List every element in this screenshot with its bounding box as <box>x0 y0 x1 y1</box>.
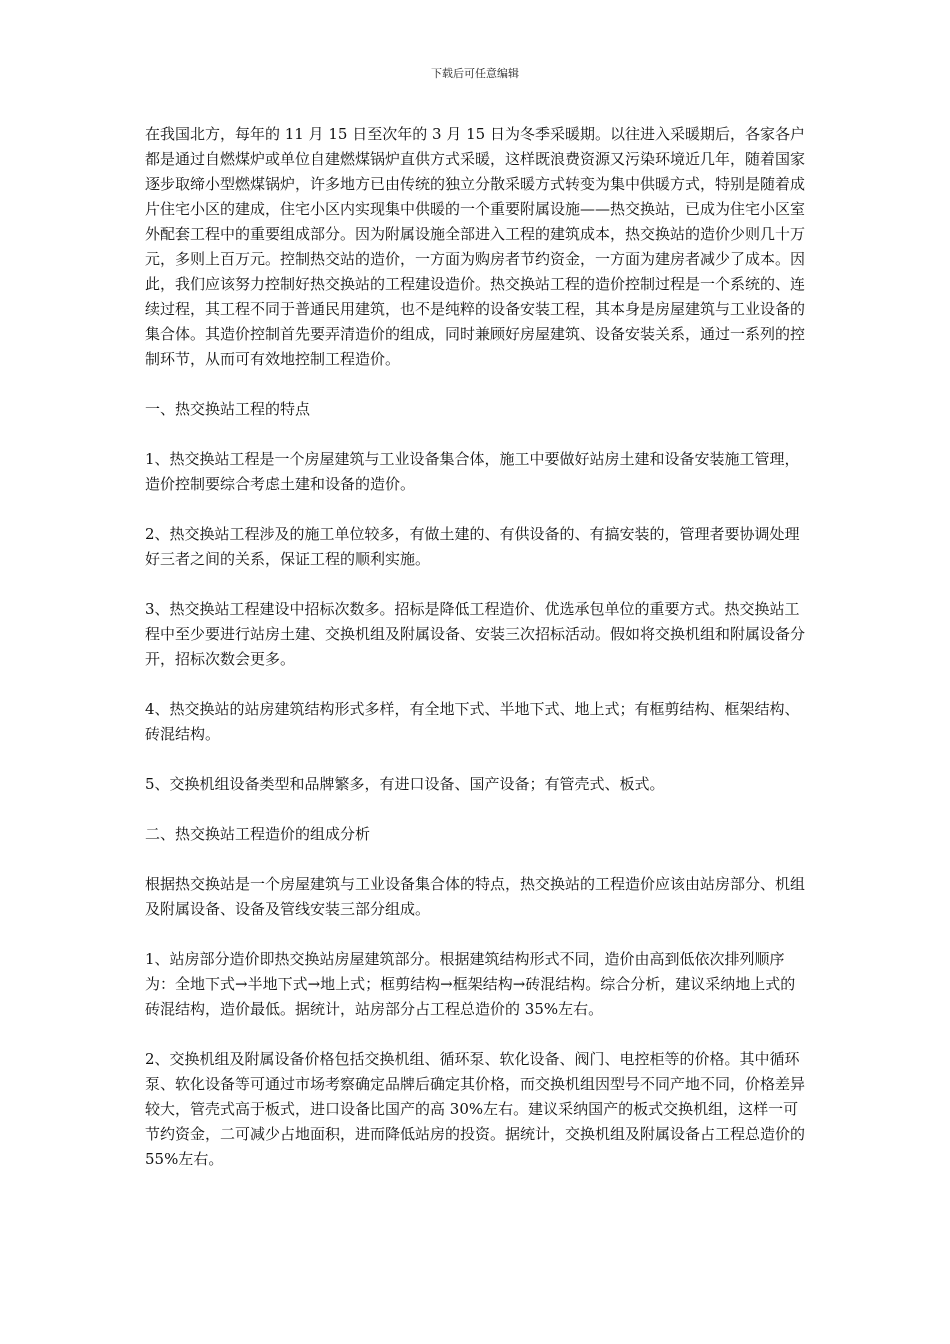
feature-item-2: 2、热交换站工程涉及的施工单位较多，有做土建的、有供设备的、有搞安装的，管理者要协调处理好三者之间的关系，保证工程的顺利实施。 <box>145 525 800 568</box>
feature-item-4: 4、热交换站的站房建筑结构形式多样，有全地下式、半地下式、地上式；有框剪结构、框架结构、砖混结构。 <box>145 700 800 743</box>
feature-item-3: 3、热交换站工程建设中招标次数多。招标是降低工程造价、优选承包单位的重要方式。热交换站工程中至少要进行站房土建、交换机组及附属设备、安装三次招标活动。假如将交换机组和附属设备分开，招标次数会更多。 <box>145 600 806 668</box>
feature-item-1: 1、热交换站工程是一个房屋建筑与工业设备集合体，施工中要做好站房土建和设备安装施工管理，造价控制要综合考虑土建和设备的造价。 <box>145 450 800 493</box>
section-heading-cost-analysis: 二、热交换站工程造价的组成分析 <box>145 825 371 843</box>
section-heading-features: 一、热交换站工程的特点 <box>145 400 311 418</box>
cost-overview-paragraph: 根据热交换站是一个房屋建筑与工业设备集合体的特点，热交换站的工程造价应该由站房部分、机组及附属设备、设备及管线安装三部分组成。 <box>145 875 806 918</box>
feature-item-5: 5、交换机组设备类型和品牌繁多，有进口设备、国产设备；有管壳式、板式。 <box>145 775 665 793</box>
document-body <box>145 122 807 1172</box>
cost-item-2: 2、交换机组及附属设备价格包括交换机组、循环泵、软化设备、阀门、电控柜等的价格。其中循环泵、软化设备等可通过市场考察确定品牌后确定其价格，而交换机组因型号不同产地不同，价格差异较大，管壳式高于板式，进口设备比国产的高 30%左右。建议采纳国产的板式交换机组，这样一可节约资金，二可减少占地面积，进而降低站房的投资。据统计，交换机组及附属设备占工程总造价的 55%左右。 <box>145 1050 806 1168</box>
page-header-note: 下载后可任意编辑 <box>431 67 519 80</box>
intro-paragraph: 在我国北方，每年的 11 月 15 日至次年的 3 月 15 日为冬季采暖期。以往进入采暖期后，各家各户都是通过自燃煤炉或单位自建燃煤锅炉直供方式采暖，这样既浪费资源又污染环境近几年，随着国家逐步取缔小型燃煤锅炉，许多地方已由传统的独立分散采暖方式转变为集中供暖方式，特别是随着成片住宅小区的建成，住宅小区内实现集中供暖的一个重要附属设施——热交换站，已成为住宅小区室外配套工程中的重要组成部分。因为附属设施全部进入工程的建筑成本，热交换站的造价少则几十万元，多则上百万元。控制热交站的造价，一方面为购房者节约资金，一方面为建房者减少了成本。因此，我们应该努力控制好热交换站的工程建设造价。热交换站工程的造价控制过程是一个系统的、连续过程，其工程不同于普通民用建筑，也不是纯粹的设备安装工程，其本身是房屋建筑与工业设备的集合体。其造价控制首先要弄清造价的组成，同时兼顾好房屋建筑、设备安装关系，通过一系列的控制环节，从而可有效地控制工程造价。 <box>145 125 806 368</box>
cost-item-1: 1、站房部分造价即热交换站房屋建筑部分。根据建筑结构形式不同，造价由高到低依次排列顺序为：全地下式→半地下式→地上式；框剪结构→框架结构→砖混结构。综合分析，建议采纳地上式的砖混结构，造价最低。据统计，站房部分占工程总造价的 35%左右。 <box>145 950 796 1018</box>
